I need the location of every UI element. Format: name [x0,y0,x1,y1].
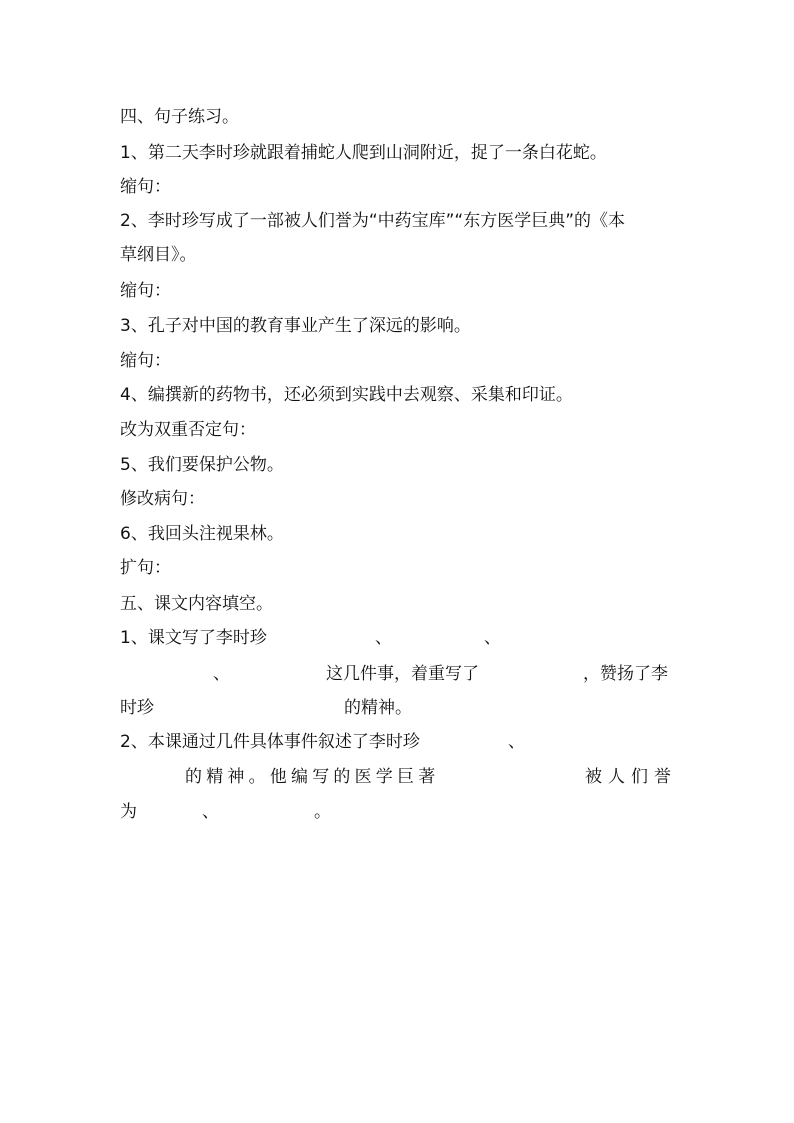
s4-q5-instruction: 修改病句： [120,489,205,509]
s4-q4-sentence: 4、编撰新的药物书，还必须到实践中去观察、采集和印证。 [120,385,573,405]
s5-q2-line3-a: 为 [120,802,137,822]
s5-q1-line3-spirit: 的精神。 [344,698,412,718]
s4-q2-sentence-line1: 2、李时珍写成了一部被人们誉为“中药宝库”“东方医学巨典”的《本 [120,211,626,231]
s5-q1-lead: 1、课文写了李时珍 [120,628,267,648]
s5-q2-comma: 、 [508,732,525,752]
s4-q6-sentence: 6、我回头注视果林。 [120,524,284,544]
s5-q2-line1: 2、本课通过几件具体事件叙述了李时珍 [120,732,420,752]
s5-q1-praise: ，赞扬了李 [583,664,668,684]
section5-title: 五、课文内容填空。 [120,594,273,614]
s5-q2-line2-b: 被人们誉 [585,767,677,787]
s5-q2-line3-period: 。 [314,802,331,822]
s4-q3-instruction: 缩句： [120,351,171,371]
s5-q1-comma-1: 、 [375,628,392,648]
s4-q1-sentence: 1、第二天李时珍就跟着捕蛇人爬到山洞附近，捉了一条白花蛇。 [120,143,607,163]
s4-q4-instruction: 改为双重否定句： [120,420,256,440]
s4-q6-instruction: 扩句： [120,558,171,578]
s4-q2-sentence-line2: 草纲目》。 [120,245,197,265]
s5-q2-line2-a: 的精神。他编写的医学巨著 [185,767,440,787]
s4-q1-instruction: 缩句： [120,177,171,197]
s5-q1-line3-name: 时珍 [120,698,154,718]
s5-q1-comma-3: 、 [213,664,230,684]
s4-q2-instruction: 缩句： [120,281,171,301]
s4-q5-sentence: 5、我们要保护公物。 [120,455,284,475]
s4-q3-sentence: 3、孔子对中国的教育事业产生了深远的影响。 [120,316,471,336]
s5-q2-line3-comma: 、 [202,802,219,822]
s5-q1-line1 [120,626,267,650]
s5-q1-comma-2: 、 [484,628,501,648]
s5-q1-events: 这几件事，着重写了 [326,664,479,684]
section4-title: 四、句子练习。 [120,107,239,127]
